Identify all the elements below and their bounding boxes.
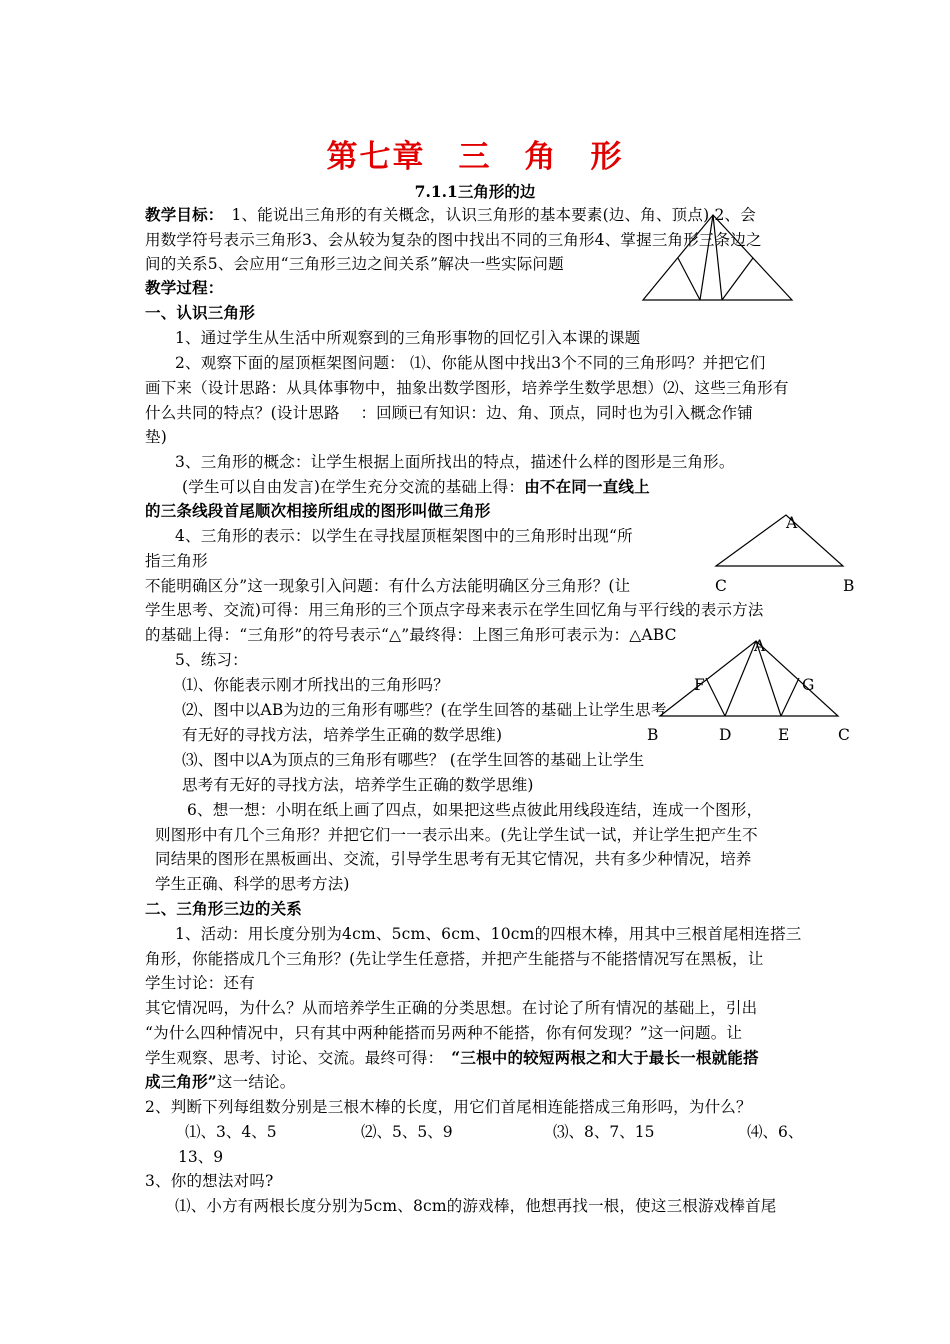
s1-p3b-bold: 由不在同一直线上 (524, 477, 650, 496)
section-2-heading: 二、三角形三边的关系 (145, 899, 303, 918)
objectives-line-3: 间的关系5、会应用“三角形三边之间关系”解决一些实际问题 (145, 255, 564, 273)
chapter-title: 第七章 三 角 形 (326, 139, 624, 175)
section-1-heading: 一、认识三角形 (145, 303, 255, 322)
triangle-abc (716, 515, 843, 566)
s2-paragraph-1g (145, 1072, 295, 1092)
triangle-abc-figure (712, 512, 847, 570)
s1-paragraph-2d: 垫) (145, 428, 167, 446)
s2-paragraph-1b: 角形，你能搭成几个三角形？(先让学生任意搭，并把产生能搭与不能搭情况写在黑板，让 (145, 950, 764, 968)
triangle-defg-figure (658, 638, 843, 720)
exercise-2b: 有无好的寻找方法，培养学生正确的数学思维) (182, 726, 503, 744)
s2-paragraph-3a: ⑴、小方有两根长度分别为5cm、8cm的游戏棒，他想再找一根，使这三根游戏棒首尾 (175, 1197, 777, 1215)
option-4-continued: 13、9 (178, 1148, 224, 1166)
option-2: ⑵、5、5、9 (361, 1123, 453, 1141)
process-label: 教学过程： (145, 278, 224, 297)
s2-paragraph-1f (145, 1048, 759, 1068)
s1-paragraph-6d: 学生正确、科学的思考方法) (155, 875, 350, 893)
exercise-1: ⑴、你能表示刚才所找出的三角形吗？ (182, 676, 449, 694)
fig2-label-b: B (843, 577, 855, 595)
option-4: ⑷、6、 (747, 1123, 804, 1141)
s2-p1g-bold: 成三角形” (145, 1072, 217, 1091)
s1-paragraph-4b: 指三角形 (145, 552, 208, 570)
s2-paragraph-1a: 1、活动：用长度分别为4cm、5cm、6cm、10cm的四根木棒，用其中三根首尾相连搭三 (175, 925, 802, 943)
fig3-label-e: E (778, 726, 790, 744)
fig3-label-c: C (838, 726, 850, 744)
fig3-label-f: F (694, 676, 705, 694)
section-subtitle: 7.1.1三角形的边 (414, 182, 536, 201)
s1-paragraph-5: 5、练习： (175, 651, 248, 669)
s1-paragraph-1: 1、通过学生从生活中所观察到的三角形事物的回忆引入本课的课题 (175, 329, 641, 347)
s1-paragraph-4e: 的基础上得：“三角形”的符号表示“△”最终得：上图三角形可表示为：△ABC (145, 626, 677, 644)
s2-paragraph-1e: “为什么四种情况中，只有其中两种能搭而另两种不能搭，你有何发现？”这一问题。让 (145, 1024, 743, 1042)
roof-strut-2 (713, 215, 722, 300)
objectives-line-2: 用数学符号表示三角形3、会从较为复杂的图中找出不同的三角形4、掌握三角形三条边之 (145, 231, 762, 249)
option-1: ⑴、3、4、5 (185, 1123, 277, 1141)
exercise-3a: ⑶、图中以A为顶点的三角形有哪些？ (在学生回答的基础上让学生 (182, 751, 645, 769)
s2-p1g-normal: 这一结论。 (216, 1073, 296, 1091)
s2-paragraph-1d: 其它情况吗，为什么？从而培养学生正确的分类思想。在讨论了所有情况的基础上，引出 (145, 999, 758, 1017)
fig3-label-b: B (647, 726, 659, 744)
s1-paragraph-4d: 学生思考、交流)可得：用三角形的三个顶点字母来表示在学生回忆角与平行线的表示方法 (145, 601, 764, 619)
s1-paragraph-2c: 什么共同的特点？(设计思路 ：回顾已有知识：边、角、顶点，同时也为引入概念作铺 (145, 404, 753, 422)
fig3-label-d: D (719, 726, 732, 744)
roof-frame-figure (640, 212, 795, 304)
s1-paragraph-3: 3、三角形的概念：让学生根据上面所找出的特点，描述什么样的图形是三角形。 (175, 453, 735, 471)
roof-brace-left (678, 258, 700, 300)
roof-brace-right (722, 258, 753, 300)
s2-paragraph-3: 3、你的想法对吗? (145, 1172, 274, 1190)
s1-paragraph-6c: 同结果的图形在黑板画出、交流，引导学生思考有无其它情况，共有多少种情况，培养 (155, 850, 752, 868)
fig2-label-a: A (786, 514, 798, 532)
fig2-label-c: C (715, 577, 727, 595)
triangle-definition: 的三条线段首尾顺次相接所组成的图形叫做三角形 (145, 501, 491, 520)
option-3: ⑶、8、7、15 (553, 1123, 655, 1141)
exercise-3b: 思考有无好的寻找方法，培养学生正确的数学思维) (182, 776, 534, 794)
s1-paragraph-6b: 则图形中有几个三角形？并把它们一一表示出来。(先让学生试一试，并让学生把产生不 (155, 826, 758, 844)
s2-p1f-bold: “三根中的较短两根之和大于最长一根就能搭 (451, 1048, 759, 1067)
s2-p1f-normal: 学生观察、思考、讨论、交流。最终可得： (145, 1049, 452, 1067)
s1-paragraph-3b (182, 477, 650, 497)
s1-p3b-normal: (学生可以自由发言)在学生充分交流的基础上得： (182, 478, 525, 496)
fig3-label-g: G (802, 676, 815, 694)
s1-paragraph-4c: 不能明确区分”这一现象引入问题：有什么方法能明确区分三角形？(让 (145, 577, 631, 595)
objectives-label: 教学目标： (145, 205, 216, 224)
s1-paragraph-6a: 6、想一想：小明在纸上画了四点，如果把这些点彼此用线段连结，连成一个图形， (187, 801, 763, 819)
s1-paragraph-2b: 画下来（设计思路：从具体事物中，抽象出数学图形，培养学生数学思想）⑵、这些三角形有 (145, 379, 789, 397)
objectives-text-1: 1、能说出三角形的有关概念，认识三角形的基本要素(边、角、顶点) 2、会 (215, 206, 756, 224)
fig3-label-a: A (754, 637, 766, 655)
exercise-2a: ⑵、图中以AB为边的三角形有哪些？(在学生回答的基础上让学生思考 (182, 701, 667, 719)
s2-paragraph-1c: 学生讨论：还有 (145, 974, 255, 992)
s1-paragraph-4a: 4、三角形的表示：以学生在寻找屋顶框架图中的三角形时出现“所 (175, 527, 633, 545)
s2-paragraph-2: 2、判断下列每组数分别是三根木棒的长度，用它们首尾相连能搭成三角形吗，为什么？ (145, 1098, 752, 1116)
s1-paragraph-2a: 2、观察下面的屋顶框架图问题： ⑴、你能从图中找出3个不同的三角形吗？并把它们 (175, 354, 766, 372)
